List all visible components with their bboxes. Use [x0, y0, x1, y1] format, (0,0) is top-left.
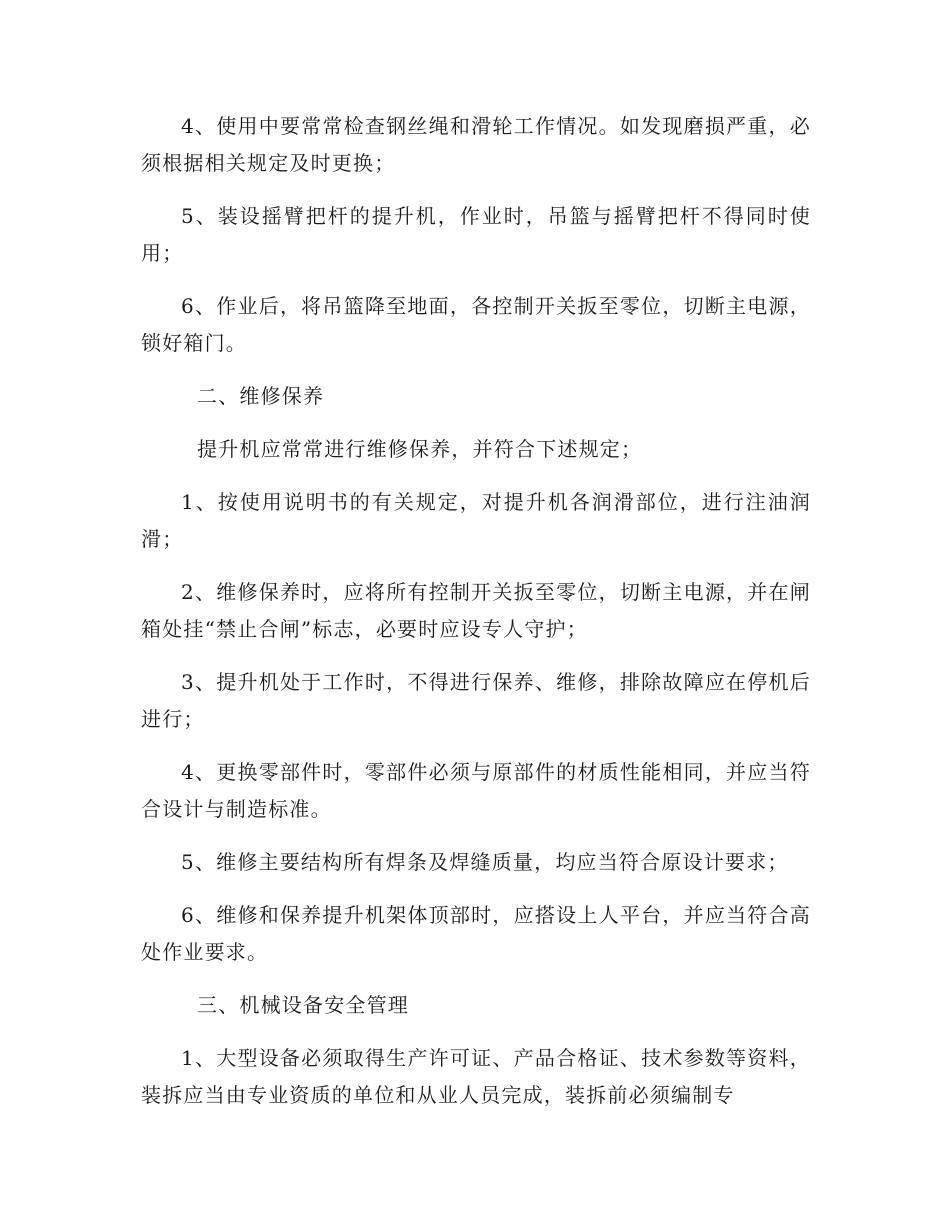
item-use-6: 6、作业后，将吊篮降至地面，各控制开关扳至零位，切断主电源，锁好箱门。 [141, 294, 811, 355]
item-use-5: 5、装设摇臂把杆的提升机，作业时，吊篮与摇臂把杆不得同时使用； [141, 204, 811, 265]
item-mgmt-1: 1、大型设备必须取得生产许可证、产品合格证、技术参数等资料，装拆应当由专业资质的单位和从业人员完成，装拆前必须编制专 [141, 1046, 811, 1107]
section-2-intro: 提升机应常常进行维修保养，并符合下述规定； [197, 437, 643, 461]
section-2-heading: 二、维修保养 [197, 384, 325, 408]
item-maint-2: 2、维修保养时，应将所有控制开关扳至零位，切断主电源，并在闸箱处挂“禁止合闸”标志，必要时应设专人守护； [141, 580, 811, 641]
item-use-4: 4、使用中要常常检查钢丝绳和滑轮工作情况。如发现磨损严重，必须根据相关规定及时更换； [141, 114, 811, 175]
item-maint-5: 5、维修主要结构所有焊条及焊缝质量，均应当符合原设计要求； [181, 850, 789, 874]
item-maint-1: 1、按使用说明书的有关规定，对提升机各润滑部位，进行注油润滑； [141, 490, 811, 551]
item-maint-4: 4、更换零部件时，零部件必须与原部件的材质性能相同，并应当符合设计与制造标准。 [141, 760, 811, 821]
section-3-heading: 三、机械设备安全管理 [197, 993, 409, 1017]
item-maint-6: 6、维修和保养提升机架体顶部时，应搭设上人平台，并应当符合高处作业要求。 [141, 903, 811, 964]
document-body [141, 108, 811, 1130]
item-maint-3: 3、提升机处于工作时，不得进行保养、维修，排除故障应在停机后进行； [141, 670, 811, 731]
